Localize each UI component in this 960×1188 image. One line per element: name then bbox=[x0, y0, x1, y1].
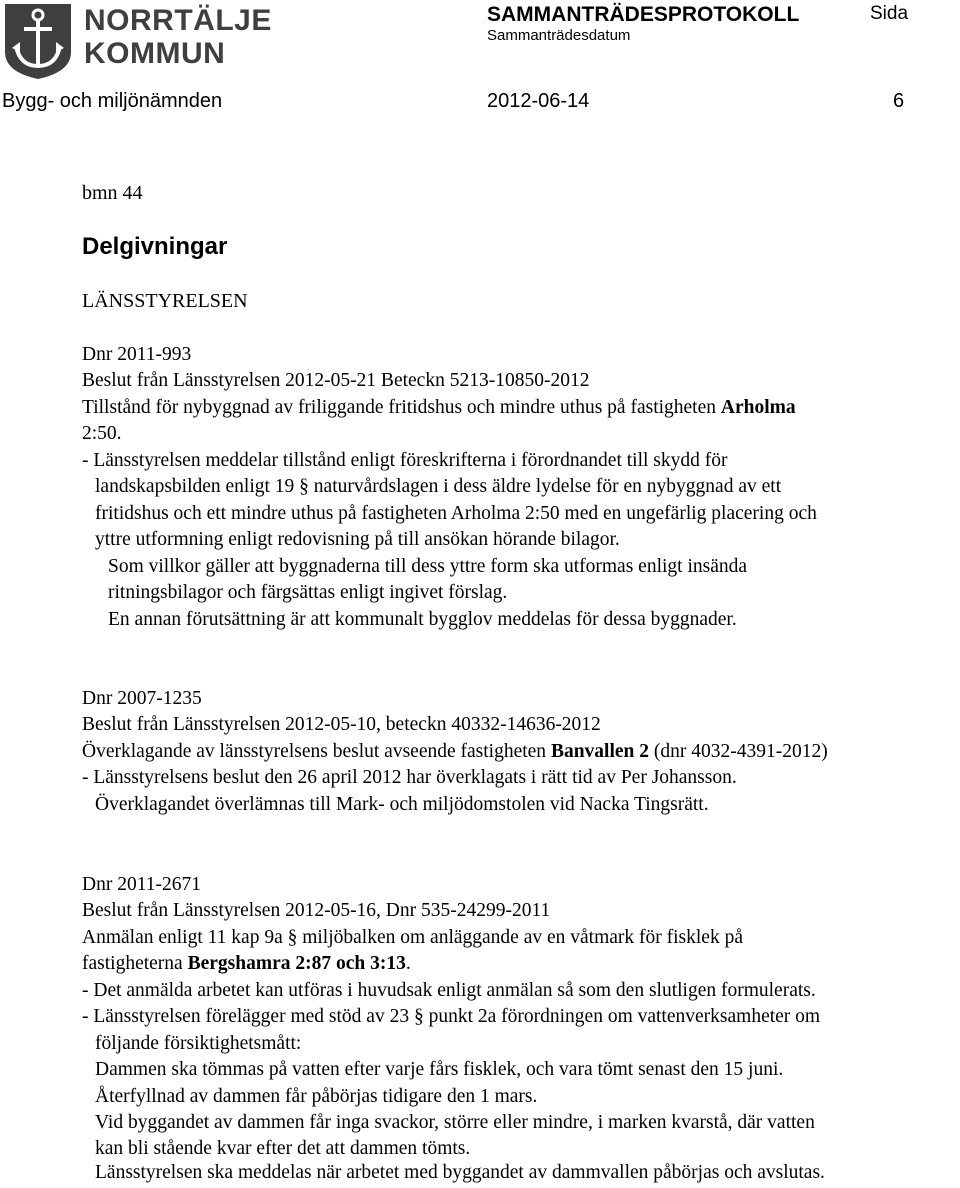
case3-line12: Länsstyrelsen ska meddelas när arbetet med byggandet av dammvallen påbörjas och avslutas. bbox=[95, 1162, 825, 1183]
case3-line7: följande försiktighetsmått: bbox=[95, 1033, 302, 1054]
case1-bullet1-line4: yttre utformning enligt redovisning på till ansökan hörande bilagor. bbox=[95, 529, 620, 550]
case1-bullet1-line2: landskapsbilden enligt 19 § naturvårdslagen i dess äldre lydelse för en nybyggnad av ett bbox=[95, 476, 782, 497]
anchor-shield-icon bbox=[2, 2, 74, 80]
case3-decision: Beslut från Länsstyrelsen 2012-05-16, Dnr 535-24299-2011 bbox=[82, 900, 551, 921]
case1-condition-line3: En annan förutsättning är att kommunalt bygglov meddelas för dessa byggnader. bbox=[108, 609, 737, 630]
case2-appeal bbox=[82, 739, 828, 766]
case2-appeal-tail: (dnr 4032-4391-2012) bbox=[649, 741, 828, 762]
case3-line8: Dammen ska tömmas på vatten efter varje fårs fisklek, och vara tömt senast den 15 juni. bbox=[95, 1059, 784, 1080]
section-title: Delgivningar bbox=[82, 233, 228, 260]
case1-bullet1-line3: fritidshus och ett mindre uthus på fastigheten Arholma 2:50 med en ungefärlig placering och bbox=[95, 503, 817, 524]
case2-line5: Överklagandet överlämnas till Mark- och miljödomstolen vid Nacka Tingsrätt. bbox=[95, 794, 709, 815]
case3-line11: kan bli stående kvar efter det att dammen tömts. bbox=[95, 1138, 471, 1159]
protocol-title: SAMMANTRÄDESPROTOKOLL bbox=[487, 3, 800, 26]
case1-property-cont: 2:50. bbox=[82, 423, 122, 444]
case3-notice-end: . bbox=[405, 953, 411, 974]
org-name-line1: NORRTÄLJE bbox=[84, 4, 272, 37]
case3-notice-line2 bbox=[82, 951, 411, 978]
case2-decision: Beslut från Länsstyrelsen 2012-05-10, beteckn 40332-14636-2012 bbox=[82, 714, 601, 735]
case2-appeal-text: Överklagande av länsstyrelsens beslut avseende fastigheten bbox=[82, 741, 551, 762]
case3-dnr: Dnr 2011-2671 bbox=[82, 874, 201, 895]
case1-permit-text: Tillstånd för nybyggnad av friliggande fritidshus och mindre uthus på fastigheten bbox=[82, 397, 721, 418]
case1-decision: Beslut från Länsstyrelsen 2012-05-21 Beteckn 5213-10850-2012 bbox=[82, 370, 590, 391]
norrtalje-kommun-logo bbox=[2, 2, 272, 82]
protocol-subtitle: Sammanträdesdatum bbox=[487, 27, 631, 44]
case2-line4: - Länsstyrelsens beslut den 26 april 2012 har överklagats i rätt tid av Per Johansson. bbox=[82, 767, 737, 788]
case1-condition-line1: Som villkor gäller att byggnaderna till dess yttre form ska utformas enligt insända bbox=[108, 556, 748, 577]
case1-condition-line2: ritningsbilagor och färgsättas enligt ingivet förslag. bbox=[108, 582, 508, 603]
case3-line5: - Det anmälda arbetet kan utföras i huvudsak enligt anmälan så som den slutligen formulerats. bbox=[82, 980, 816, 1001]
page-label: Sida bbox=[870, 3, 909, 24]
paragraph-ref: bmn 44 bbox=[82, 182, 143, 204]
case1-dnr: Dnr 2011-993 bbox=[82, 344, 192, 365]
authority-heading: LÄNSSTYRELSEN bbox=[82, 290, 248, 312]
meeting-date: 2012-06-14 bbox=[487, 90, 590, 112]
case3-line6: - Länsstyrelsen förelägger med stöd av 23 § punkt 2a förordningen om vattenverksamheter om bbox=[82, 1006, 821, 1027]
case2-property: Banvallen 2 bbox=[550, 741, 649, 762]
committee-name: Bygg- och miljönämnden bbox=[2, 90, 223, 112]
case3-notice-prefix: fastigheterna bbox=[82, 953, 188, 974]
case1-permit bbox=[82, 395, 796, 422]
case1-bullet1-line1: - Länsstyrelsen meddelar tillstånd enligt föreskrifterna i förordnandet till skydd för bbox=[82, 450, 728, 471]
case3-line10: Vid byggandet av dammen får inga svackor, större eller mindre, i marken kvarstå, där vatten bbox=[95, 1112, 815, 1133]
case3-line9: Återfyllnad av dammen får påbörjas tidigare den 1 mars. bbox=[95, 1086, 538, 1107]
case3-properties: Bergshamra 2:87 och 3:13 bbox=[187, 953, 406, 974]
case1-property: Arholma bbox=[720, 397, 796, 418]
case2-dnr: Dnr 2007-1235 bbox=[82, 688, 202, 709]
page-number: 6 bbox=[893, 90, 905, 112]
org-name-line2: KOMMUN bbox=[84, 37, 226, 70]
case3-notice-line1: Anmälan enligt 11 kap 9a § miljöbalken om anläggande av en våtmark för fisklek på bbox=[82, 927, 743, 948]
org-name bbox=[84, 4, 272, 70]
